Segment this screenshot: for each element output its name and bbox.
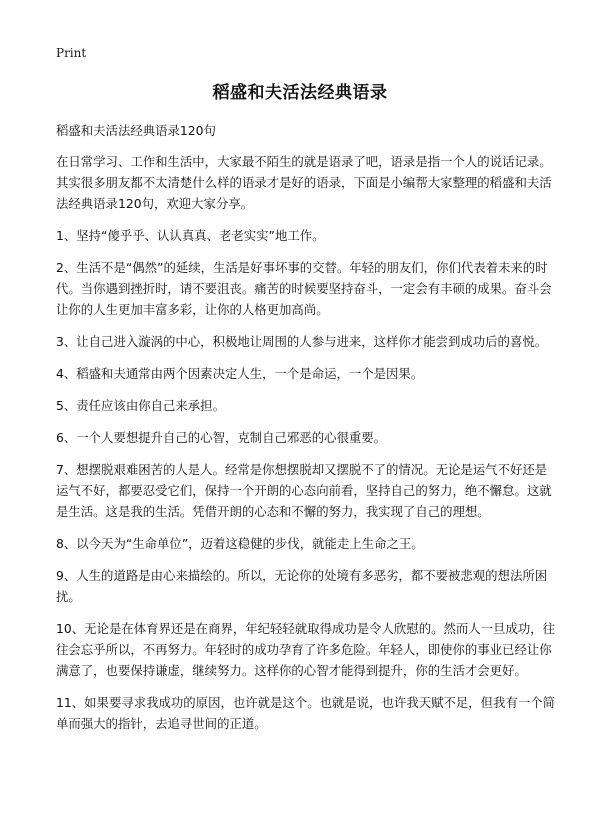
quote-item: 4、稻盛和夫通常由两个因素决定人生，一个是命运，一个是因果。 (56, 366, 424, 381)
page-title: 稻盛和夫活法经典语录 (212, 83, 388, 103)
quote-item: 3、让自己进入漩涡的中心，积极地让周围的人参与进来，这样你才能尝到成功后的喜悦。 (56, 334, 548, 349)
quote-item: 6、一个人要想提升自己的心智，克制自己邪恶的心很重要。 (56, 430, 387, 445)
article-subtitle: 稻盛和夫活法经典语录120句 (56, 123, 216, 138)
quote-item: 7、想摆脱艰难困苦的人是人。经常是你想摆脱却又摆脱不了的情况。无论是运气不好还是运气不好，都要忍受它们，保持一个开朗的心态向前看，坚持自己的努力，绝不懈怠。这就是生活。这是我的生活。凭借开朗的心态和不懈的努力，我实现了自己的理想。 (56, 462, 552, 519)
quote-item: 9、人生的道路是由心来描绘的。所以，无论你的处境有多恶劣，都不要被悲观的想法所困扰。 (56, 568, 548, 604)
quote-item: 11、如果要寻求我成功的原因，也许就是这个。也就是说，也许我天赋不足，但我有一个简单而强大的指针，去追寻世间的正道。 (56, 695, 556, 731)
quote-item: 1、坚持“傻乎乎、认认真真、老老实实”地工作。 (56, 228, 325, 243)
quote-item: 10、无论是在体育界还是在商界，年纪轻轻就取得成功是令人欣慰的。然而人一旦成功，往往会忘乎所以，不再努力。年轻时的成功孕育了许多危险。年轻人，即使你的事业已经让你满意了，也要保持谦虚，继续努力。这样你的心智才能得到提升，你的生活才会更好。 (56, 621, 556, 678)
intro-paragraph: 在日常学习、工作和生活中，大家最不陌生的就是语录了吧，语录是指一个人的说话记录。其实很多朋友都不太清楚什么样的语录才是好的语录，下面是小编帮大家整理的稻盛和夫活法经典语录120句，欢迎大家分享。 (56, 154, 552, 211)
article-body (56, 120, 556, 745)
quote-item: 5、责任应该由你自己来承担。 (56, 398, 225, 413)
quote-item: 8、以今天为“生命单位”，迈着这稳健的步伐，就能走上生命之王。 (56, 536, 424, 551)
quote-list (56, 225, 556, 734)
print-label: Print (56, 46, 87, 60)
quote-item: 2、生活不是“偶然”的延续，生活是好事坏事的交替。年轻的朋友们，你们代表着未来的时代。当你遇到挫折时，请不要沮丧。痛苦的时候要坚持奋斗，一定会有丰硕的成果。奋斗会让你的人生更加丰富多彩，让你的人格更加高尚。 (56, 260, 552, 317)
